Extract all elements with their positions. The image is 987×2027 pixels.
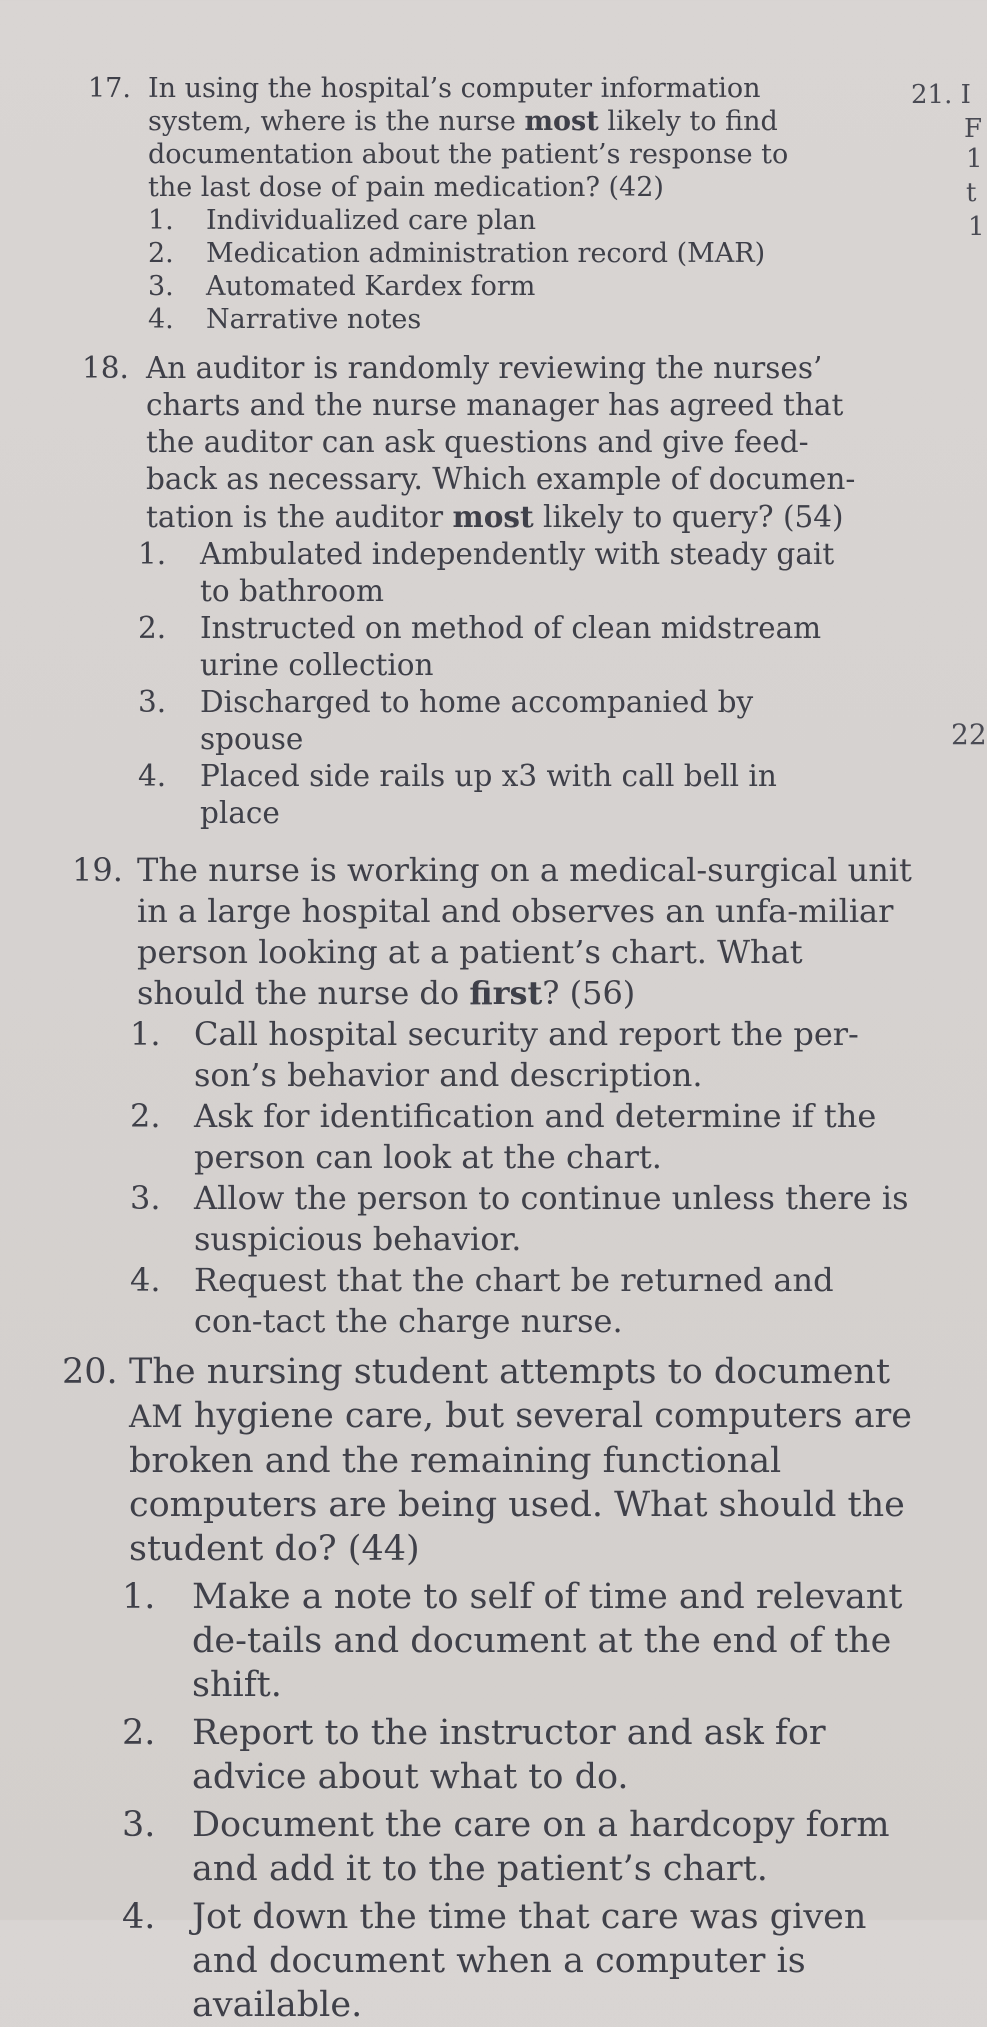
question-18 [82,350,862,832]
answer-option: 1. Ambulated independently with steady gait to bathroom [138,537,835,608]
answer-options [130,1014,912,1342]
answer-option: 1. Call hospital security and report the per-son’s behavior and description. [130,1015,859,1094]
question-stem: In using the hospital’s computer information system, where is the nurse most likely to find documentation about the patient’s response to the last dose of pain medication? (42) [148,73,789,203]
answer-option: 2. Ask for identification and determine if the person can look at the chart. [130,1097,877,1176]
answer-option: 4. Jot down the time that care was given and document when a computer is available. [122,1897,867,2025]
question-stem: The nursing student attempts to document AM hygiene care, but several computers are broken and the remaining functional computers are being used. What should the student do? (44) [129,1352,913,1569]
answer-option: 3. Discharged to home accompanied by spouse [138,685,754,756]
next-column-question-21: 21. I [911,80,971,110]
emphasis-word: most [452,499,534,534]
question-number: 20. [62,1352,118,1392]
answer-option: 3. Document the care on a hardcopy form and add it to the patient’s chart. [122,1805,890,1889]
question-number: 17. [88,73,131,104]
answer-option: 4. Narrative notes [148,304,422,335]
emphasis-word: most [524,106,599,137]
answer-option: 2. Instructed on method of clean midstream urine collection [138,611,822,682]
answer-option: 1. Individualized care plan [148,205,537,236]
answer-option: 3. Allow the person to continue unless there is suspicious behavior. [130,1179,909,1258]
question-17 [88,72,828,336]
question-stem: The nurse is working on a medical-surgical unit in a large hospital and observes an unfa-miliar person looking at a patient’s chart. What should the nurse do first? (56) [137,851,912,1012]
question-stem: An auditor is randomly reviewing the nurses’ charts and the nurse manager has agreed that the auditor can ask questions and give feed-back as necessary. Which example of documen-tation is the auditor most likely to query? (54) [146,351,856,534]
next-column-question-22: 22 [951,718,987,751]
question-20 [62,1350,942,2027]
answer-options [122,1575,942,2027]
answer-options [148,204,828,336]
am-abbreviation: AM [129,1399,183,1435]
answer-options [138,536,862,832]
question-number: 18. [82,351,129,385]
question-number: 19. [72,851,123,889]
answer-option: 4. Request that the chart be returned and con-tact the charge nurse. [130,1261,834,1340]
answer-option: 1. Make a note to self of time and relevant de-tails and document at the end of the shift. [122,1577,903,1705]
answer-option: 3. Automated Kardex form [148,271,536,302]
next-column-fragments: F 1 t 1 [964,114,985,242]
answer-option: 2. Report to the instructor and ask for advice about what to do. [122,1713,826,1797]
answer-option: 4. Placed side rails up x3 with call bell in place [138,759,777,830]
answer-option: 2. Medication administration record (MAR) [148,238,766,269]
question-19 [72,850,912,1342]
emphasis-word: first [469,974,543,1012]
